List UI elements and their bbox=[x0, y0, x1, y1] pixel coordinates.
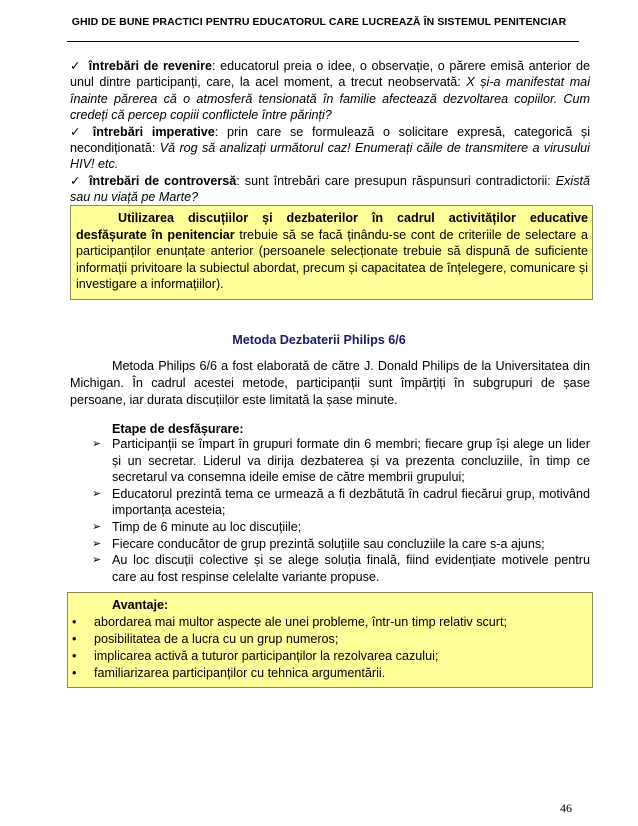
stage-text: Fiecare conducător de grup prezintă soluțiile sau concluziile la care s-a ajuns; bbox=[112, 536, 545, 551]
stage-text: Au loc discuții colective și se alege soluția finală, fiind evidențiate motivele pentru care au fost respinse celelalte variante propuse. bbox=[112, 553, 590, 584]
question-example: X și-a manifestat mai înainte părerea că o atmosferă tensionată în familie afectează dezvoltarea copiilor. Cum credeți că percep copiii conflictele între părinți? bbox=[70, 75, 590, 123]
checkmark-icon: ✓ bbox=[70, 59, 81, 73]
note-paragraph bbox=[76, 210, 588, 293]
question-types-list bbox=[70, 58, 590, 206]
stage-item bbox=[88, 536, 590, 553]
running-header: GHID DE BUNE PRACTICI PENTRU EDUCATORUL CARE LUCREAZĂ ÎN SISTEMUL PENITENCIAR bbox=[71, 16, 567, 28]
stages-heading: Etape de desfășurare: bbox=[112, 422, 244, 436]
stage-text: Participanții se împart în grupuri formate din 6 membri; fiecare grup își alege un lider și un secretar. Liderul va dirija dezbaterea și va prezenta concluziile, în timp ce secretarul va consemna ideile emise de către membrii grupului; bbox=[112, 437, 590, 485]
bullet-icon: • bbox=[72, 666, 77, 680]
question-item-controversa bbox=[70, 173, 590, 206]
bullet-icon: • bbox=[72, 649, 77, 663]
stage-text: Educatorul prezintă tema ce urmează a fi dezbătută în cadrul fiecărui grup, motivând importanța acesteia; bbox=[112, 486, 590, 518]
bullet-icon: • bbox=[72, 615, 77, 629]
stage-item bbox=[88, 486, 590, 519]
stage-item bbox=[88, 552, 590, 585]
question-item-revenire bbox=[70, 58, 590, 124]
note-bold-text: Utilizarea discuțiilor și dezbaterilor în cadrul activităților educative desfășurate în penitenciar bbox=[76, 211, 588, 242]
question-term: întrebări imperative bbox=[92, 124, 215, 139]
section-title: Metoda Dezbaterii Philips 6/6 bbox=[232, 333, 406, 347]
checkmark-icon: ✓ bbox=[70, 173, 81, 188]
stage-item bbox=[88, 436, 590, 486]
advantages-heading: Avantaje: bbox=[112, 598, 169, 612]
question-text: : sunt întrebări care presupun răspunsuri contradictorii: bbox=[236, 173, 556, 188]
advantage-text: posibilitatea de a lucra cu un grup numeros; bbox=[94, 632, 339, 646]
note-text: trebuie să se facă ținându-se cont de criteriile de selectare a participanților enunțate anterior (persoanele selecționate trebuie să dispună de suficiente informații privitoare la subiectul abordat, precum și capacitatea de înțelegere, comunicare și investigare a informațiilor). bbox=[76, 227, 588, 292]
advantage-item bbox=[70, 648, 590, 665]
advantage-text: implicarea activă a tuturor participanților la rezolvarea cazului; bbox=[94, 649, 439, 663]
checkmark-icon: ✓ bbox=[70, 124, 81, 139]
question-example: Vă rog să analizați următorul caz! Enumerați căile de transmitere a virusului HIV! etc. bbox=[70, 141, 590, 172]
question-example: Există sau nu viață pe Marte? bbox=[70, 173, 590, 205]
question-item-imperative bbox=[70, 124, 590, 173]
arrow-bullet-icon: ➢ bbox=[92, 487, 102, 500]
advantage-item bbox=[70, 631, 590, 648]
method-intro-paragraph bbox=[70, 358, 590, 409]
stage-text: Timp de 6 minute au loc discuțiile; bbox=[112, 519, 302, 534]
question-text: : educatorul preia o idee, o observație, o părere emisă anterior de unul dintre participanți, care, la acel moment, a trecut neobservată: bbox=[70, 59, 590, 90]
stage-item bbox=[88, 519, 590, 536]
page-number: 46 bbox=[560, 801, 572, 815]
advantage-text: abordarea mai multor aspecte ale unei probleme, într-un timp relativ scurt; bbox=[94, 615, 507, 629]
arrow-bullet-icon: ➢ bbox=[92, 554, 102, 567]
advantage-item bbox=[70, 665, 590, 682]
advantages-list bbox=[70, 614, 590, 682]
arrow-bullet-icon: ➢ bbox=[92, 520, 102, 533]
method-intro-text: Metoda Philips 6/6 a fost elaborată de către J. Donald Philips de la Universitatea din Michigan. În cadrul acestei metode, participanții sunt împărțiți în subgrupuri de șase persoane, iar durata discuțiilor este limitată la șase minute. bbox=[70, 359, 590, 407]
question-text: : prin care se formulează o solicitare expresă, categorică și necondiționată: bbox=[70, 124, 591, 156]
question-term: întrebări de controversă bbox=[89, 173, 237, 188]
advantage-text: familiarizarea participanților cu tehnica argumentării. bbox=[94, 666, 386, 680]
stages-list bbox=[88, 436, 590, 585]
header-divider bbox=[67, 41, 579, 42]
arrow-bullet-icon: ➢ bbox=[92, 537, 102, 550]
note-box-discussions bbox=[70, 205, 593, 300]
bullet-icon: • bbox=[72, 632, 77, 646]
advantage-item bbox=[70, 614, 590, 631]
question-term: întrebări de revenire bbox=[88, 59, 213, 73]
arrow-bullet-icon: ➢ bbox=[92, 438, 102, 450]
